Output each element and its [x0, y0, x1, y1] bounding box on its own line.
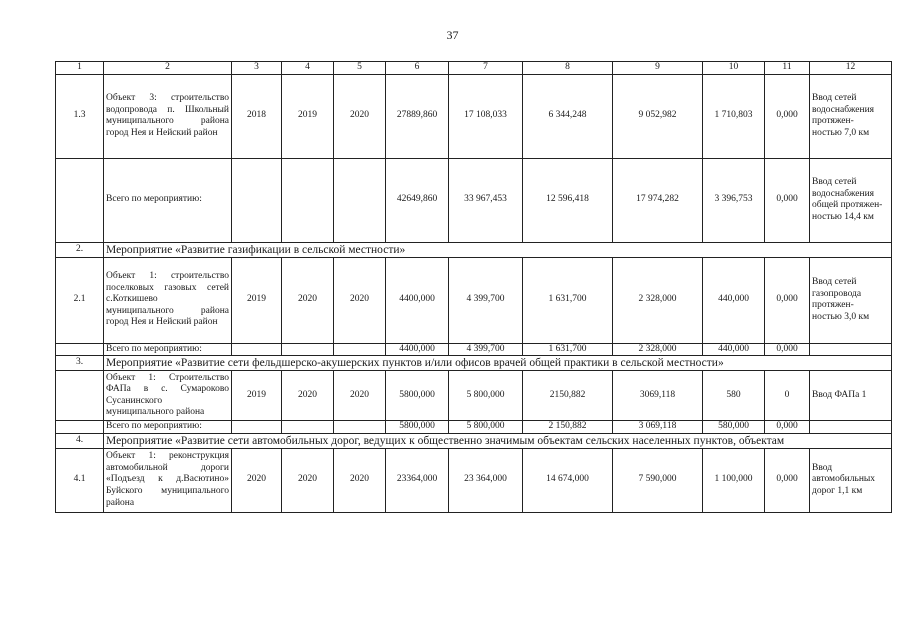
description-line: Объект 1: реконструкция: [106, 451, 229, 462]
table-row: [56, 257, 892, 343]
cell-c11: 0: [765, 371, 810, 421]
cell-c9: 2 328,000: [613, 343, 703, 356]
cell-c8: 1 631,700: [523, 257, 613, 343]
column-number: 5: [334, 62, 386, 75]
description-line: с.Коткишево: [106, 294, 158, 305]
description-line: Всего по мероприятию:: [106, 343, 202, 354]
cell-c3: [232, 421, 282, 434]
column-number: 12: [810, 62, 892, 75]
section-number: 4.: [56, 433, 104, 448]
cell-c8: 2 150,882: [523, 421, 613, 434]
cell-c7: 17 108,033: [449, 74, 523, 158]
object-description: [104, 371, 232, 421]
cell-c10: 1 710,803: [703, 74, 765, 158]
section-title: Мероприятие «Развитие газификации в сельской местности»: [104, 242, 892, 257]
cell-c6: 27889,860: [386, 74, 449, 158]
table-row: [56, 448, 892, 512]
object-description: [104, 257, 232, 343]
description-line: Объект 1: строительство: [106, 271, 229, 282]
page-number: 37: [446, 28, 459, 42]
section-number: 2.: [56, 242, 104, 257]
cell-c3: [232, 343, 282, 356]
cell-c11: 0,000: [765, 343, 810, 356]
cell-c4: [282, 421, 334, 434]
description-line: Всего по мероприятию:: [106, 421, 202, 432]
row-number: [56, 421, 104, 434]
description-line: ФАПа в с. Сумароково: [106, 384, 229, 395]
result-description: [810, 448, 892, 512]
column-number: 1: [56, 62, 104, 75]
column-number: 9: [613, 62, 703, 75]
result-line: ностью 14,4 км: [812, 211, 874, 222]
description-line: Сусанинского: [106, 395, 163, 406]
cell-c9: 7 590,000: [613, 448, 703, 512]
cell-c11: 0,000: [765, 421, 810, 434]
result-line: газопровода: [812, 288, 862, 299]
table-row: [56, 371, 892, 421]
result-line: протяжен-: [812, 116, 854, 127]
cell-c4: 2020: [282, 371, 334, 421]
result-description: [810, 74, 892, 158]
measures-table: [55, 61, 892, 513]
result-line: Ввод сетей: [812, 176, 857, 187]
table-row: [56, 421, 892, 434]
cell-c7: 23 364,000: [449, 448, 523, 512]
result-line: автомобильных: [812, 474, 876, 485]
cell-c6: 4400,000: [386, 343, 449, 356]
result-line: протяжен-: [812, 300, 854, 311]
row-number: 2.1: [56, 257, 104, 343]
result-description: [810, 343, 892, 356]
description-line: муниципального района: [106, 116, 229, 127]
section-row: [56, 356, 892, 371]
description-line: Всего по мероприятию:: [106, 194, 202, 205]
cell-c5: [334, 158, 386, 242]
description-line: поселковых газовых сетей: [106, 282, 229, 293]
description-line: района: [106, 497, 135, 508]
cell-c10: 440,000: [703, 343, 765, 356]
result-description: [810, 421, 892, 434]
description-line: «Подъезд к д.Васютино»: [106, 474, 229, 485]
cell-c9: 17 974,282: [613, 158, 703, 242]
cell-c8: 6 344,248: [523, 74, 613, 158]
cell-c7: 4 399,700: [449, 257, 523, 343]
column-number: 6: [386, 62, 449, 75]
cell-c4: 2020: [282, 257, 334, 343]
description-line: водопровода п. Школьный: [106, 104, 229, 115]
row-number: [56, 343, 104, 356]
description-line: муниципального района: [106, 407, 205, 418]
object-description: [104, 421, 232, 434]
cell-c7: 5 800,000: [449, 421, 523, 434]
cell-c6: 4400,000: [386, 257, 449, 343]
cell-c9: 3069,118: [613, 371, 703, 421]
result-description: [810, 158, 892, 242]
cell-c6: 5800,000: [386, 421, 449, 434]
column-number: 8: [523, 62, 613, 75]
cell-c9: 9 052,982: [613, 74, 703, 158]
section-row: [56, 242, 892, 257]
cell-c8: 14 674,000: [523, 448, 613, 512]
cell-c8: 12 596,418: [523, 158, 613, 242]
table-row: [56, 74, 892, 158]
result-line: Ввод сетей: [812, 92, 857, 103]
result-line: Ввод ФАПа 1: [812, 389, 867, 400]
row-number: 1.3: [56, 74, 104, 158]
cell-c8: 1 631,700: [523, 343, 613, 356]
section-number: 3.: [56, 356, 104, 371]
cell-c8: 2150,882: [523, 371, 613, 421]
description-line: муниципального района: [106, 305, 229, 316]
result-line: Ввод: [812, 462, 833, 473]
object-description: [104, 448, 232, 512]
object-description: [104, 343, 232, 356]
cell-c11: 0,000: [765, 74, 810, 158]
cell-c9: 3 069,118: [613, 421, 703, 434]
result-line: дорог 1,1 км: [812, 486, 863, 497]
cell-c6: 5800,000: [386, 371, 449, 421]
cell-c4: 2020: [282, 448, 334, 512]
table-row: [56, 343, 892, 356]
result-line: общей протяжен-: [812, 200, 883, 211]
section-row: [56, 433, 892, 448]
cell-c9: 2 328,000: [613, 257, 703, 343]
row-number: [56, 158, 104, 242]
description-line: город Нея и Нейский район: [106, 127, 218, 138]
cell-c7: 4 399,700: [449, 343, 523, 356]
cell-c4: [282, 343, 334, 356]
cell-c11: 0,000: [765, 158, 810, 242]
cell-c5: 2020: [334, 74, 386, 158]
cell-c3: 2018: [232, 74, 282, 158]
result-description: [810, 257, 892, 343]
description-line: Объект 1: Строительство: [106, 372, 229, 383]
row-number: [56, 371, 104, 421]
column-number: 4: [282, 62, 334, 75]
cell-c3: 2019: [232, 371, 282, 421]
description-line: Объект 3: строительство: [106, 92, 229, 103]
cell-c7: 33 967,453: [449, 158, 523, 242]
cell-c5: 2020: [334, 448, 386, 512]
cell-c5: [334, 421, 386, 434]
cell-c3: [232, 158, 282, 242]
result-line: ностью 3,0 км: [812, 311, 870, 322]
cell-c3: 2019: [232, 257, 282, 343]
cell-c5: 2020: [334, 257, 386, 343]
cell-c4: 2019: [282, 74, 334, 158]
cell-c4: [282, 158, 334, 242]
result-line: Ввод сетей: [812, 276, 857, 287]
description-line: Буйского муниципального: [106, 486, 229, 497]
cell-c11: 0,000: [765, 448, 810, 512]
column-number: 10: [703, 62, 765, 75]
cell-c10: 440,000: [703, 257, 765, 343]
object-description: [104, 74, 232, 158]
description-line: автомобильной дороги: [106, 462, 229, 473]
cell-c10: 3 396,753: [703, 158, 765, 242]
result-description: [810, 371, 892, 421]
column-number: 2: [104, 62, 232, 75]
table-row: [56, 158, 892, 242]
cell-c3: 2020: [232, 448, 282, 512]
cell-c5: [334, 343, 386, 356]
cell-c6: 42649,860: [386, 158, 449, 242]
result-line: водоснабжения: [812, 188, 875, 199]
column-numbers-row: [56, 62, 892, 75]
object-description: [104, 158, 232, 242]
cell-c6: 23364,000: [386, 448, 449, 512]
result-line: ностью 7,0 км: [812, 127, 870, 138]
cell-c7: 5 800,000: [449, 371, 523, 421]
column-number: 7: [449, 62, 523, 75]
section-title: Мероприятие «Развитие сети фельдшерско-акушерских пунктов и/или офисов врачей общей практики в сельской местности»: [104, 356, 892, 371]
column-number: 3: [232, 62, 282, 75]
section-title: Мероприятие «Развитие сети автомобильных дорог, ведущих к общественно значимым объектам сельских населенных пунктов, объектам: [104, 433, 892, 448]
description-line: город Нея и Нейский район: [106, 317, 218, 328]
cell-c5: 2020: [334, 371, 386, 421]
cell-c10: 1 100,000: [703, 448, 765, 512]
result-line: водоснабжения: [812, 104, 875, 115]
cell-c10: 580,000: [703, 421, 765, 434]
cell-c11: 0,000: [765, 257, 810, 343]
column-number: 11: [765, 62, 810, 75]
row-number: 4.1: [56, 448, 104, 512]
cell-c10: 580: [703, 371, 765, 421]
